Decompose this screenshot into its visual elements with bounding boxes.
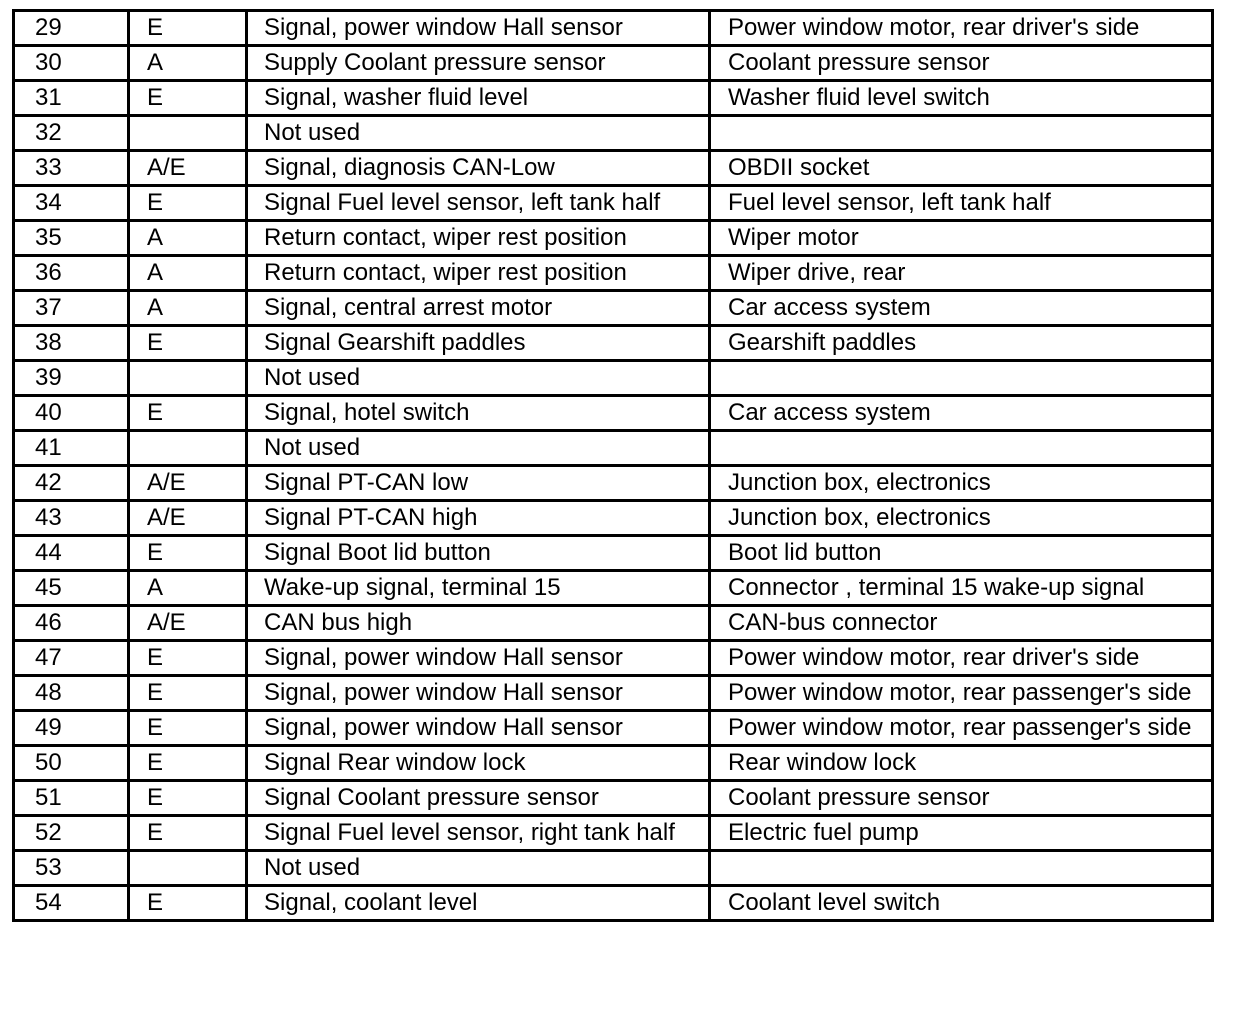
pin-table-body [14, 11, 1213, 921]
description-cell: Signal Rear window lock [247, 746, 710, 781]
table-row [14, 186, 1213, 221]
component-cell: Power window motor, rear driver's side [710, 641, 1213, 676]
component-cell: CAN-bus connector [710, 606, 1213, 641]
pin-number-cell: 42 [14, 466, 129, 501]
signal-type-cell: E [129, 396, 247, 431]
description-cell: Return contact, wiper rest position [247, 256, 710, 291]
pin-number-cell: 48 [14, 676, 129, 711]
description-cell: Return contact, wiper rest position [247, 221, 710, 256]
component-cell: Washer fluid level switch [710, 81, 1213, 116]
signal-type-cell: A [129, 221, 247, 256]
signal-type-cell: E [129, 746, 247, 781]
signal-type-cell [129, 116, 247, 151]
table-row [14, 116, 1213, 151]
description-cell: Signal, diagnosis CAN-Low [247, 151, 710, 186]
table-row [14, 151, 1213, 186]
pin-number-cell: 31 [14, 81, 129, 116]
table-row [14, 11, 1213, 46]
pin-number-cell: 37 [14, 291, 129, 326]
description-cell: Signal, washer fluid level [247, 81, 710, 116]
pin-number-cell: 53 [14, 851, 129, 886]
pin-number-cell: 51 [14, 781, 129, 816]
component-cell: Car access system [710, 291, 1213, 326]
description-cell: Signal, power window Hall sensor [247, 641, 710, 676]
pin-number-cell: 38 [14, 326, 129, 361]
table-row [14, 851, 1213, 886]
component-cell: OBDII socket [710, 151, 1213, 186]
signal-type-cell [129, 361, 247, 396]
signal-type-cell: E [129, 536, 247, 571]
pin-number-cell: 35 [14, 221, 129, 256]
table-row [14, 361, 1213, 396]
table-row [14, 501, 1213, 536]
pin-number-cell: 46 [14, 606, 129, 641]
description-cell: Wake-up signal, terminal 15 [247, 571, 710, 606]
description-cell: Signal, power window Hall sensor [247, 676, 710, 711]
signal-type-cell: A [129, 256, 247, 291]
signal-type-cell: A [129, 291, 247, 326]
description-cell: Signal Gearshift paddles [247, 326, 710, 361]
component-cell: Coolant pressure sensor [710, 781, 1213, 816]
pin-number-cell: 54 [14, 886, 129, 921]
component-cell: Connector , terminal 15 wake-up signal [710, 571, 1213, 606]
pin-number-cell: 50 [14, 746, 129, 781]
pin-number-cell: 40 [14, 396, 129, 431]
signal-type-cell: A/E [129, 151, 247, 186]
component-cell: Power window motor, rear driver's side [710, 11, 1213, 46]
description-cell: Signal, central arrest motor [247, 291, 710, 326]
signal-type-cell: E [129, 781, 247, 816]
component-cell: Power window motor, rear passenger's side [710, 676, 1213, 711]
signal-type-cell: E [129, 676, 247, 711]
table-row [14, 81, 1213, 116]
table-row [14, 641, 1213, 676]
component-cell: Electric fuel pump [710, 816, 1213, 851]
description-cell: Not used [247, 361, 710, 396]
signal-type-cell: A/E [129, 466, 247, 501]
component-cell [710, 431, 1213, 466]
table-row [14, 46, 1213, 81]
description-cell: Signal Fuel level sensor, left tank half [247, 186, 710, 221]
table-row [14, 711, 1213, 746]
table-row [14, 606, 1213, 641]
table-row [14, 571, 1213, 606]
component-cell [710, 361, 1213, 396]
signal-type-cell: A/E [129, 501, 247, 536]
table-row [14, 676, 1213, 711]
description-cell: Signal, hotel switch [247, 396, 710, 431]
description-cell: Signal, coolant level [247, 886, 710, 921]
component-cell: Gearshift paddles [710, 326, 1213, 361]
component-cell: Junction box, electronics [710, 501, 1213, 536]
description-cell: Supply Coolant pressure sensor [247, 46, 710, 81]
pin-number-cell: 29 [14, 11, 129, 46]
component-cell: Coolant level switch [710, 886, 1213, 921]
pin-number-cell: 36 [14, 256, 129, 291]
description-cell: Signal Fuel level sensor, right tank half [247, 816, 710, 851]
pin-number-cell: 41 [14, 431, 129, 466]
component-cell: Junction box, electronics [710, 466, 1213, 501]
signal-type-cell: E [129, 11, 247, 46]
table-row [14, 221, 1213, 256]
description-cell: Signal Boot lid button [247, 536, 710, 571]
signal-type-cell: E [129, 711, 247, 746]
signal-type-cell: E [129, 886, 247, 921]
table-row [14, 886, 1213, 921]
signal-type-cell: E [129, 186, 247, 221]
pin-number-cell: 45 [14, 571, 129, 606]
table-row [14, 256, 1213, 291]
table-row [14, 396, 1213, 431]
table-row [14, 326, 1213, 361]
pin-number-cell: 43 [14, 501, 129, 536]
signal-type-cell: E [129, 641, 247, 676]
component-cell: Power window motor, rear passenger's side [710, 711, 1213, 746]
description-cell: Signal, power window Hall sensor [247, 11, 710, 46]
table-row [14, 466, 1213, 501]
pin-number-cell: 34 [14, 186, 129, 221]
signal-type-cell: A [129, 46, 247, 81]
pin-number-cell: 32 [14, 116, 129, 151]
pin-number-cell: 39 [14, 361, 129, 396]
component-cell: Rear window lock [710, 746, 1213, 781]
table-row [14, 536, 1213, 571]
component-cell [710, 851, 1213, 886]
pin-number-cell: 52 [14, 816, 129, 851]
component-cell: Wiper drive, rear [710, 256, 1213, 291]
table-row [14, 291, 1213, 326]
description-cell: Signal, power window Hall sensor [247, 711, 710, 746]
component-cell: Coolant pressure sensor [710, 46, 1213, 81]
description-cell: CAN bus high [247, 606, 710, 641]
table-row [14, 816, 1213, 851]
description-cell: Not used [247, 431, 710, 466]
signal-type-cell: A [129, 571, 247, 606]
table-row [14, 746, 1213, 781]
component-cell [710, 116, 1213, 151]
signal-type-cell: E [129, 81, 247, 116]
component-cell: Car access system [710, 396, 1213, 431]
pin-number-cell: 47 [14, 641, 129, 676]
pin-number-cell: 33 [14, 151, 129, 186]
component-cell: Boot lid button [710, 536, 1213, 571]
description-cell: Not used [247, 116, 710, 151]
component-cell: Fuel level sensor, left tank half [710, 186, 1213, 221]
component-cell: Wiper motor [710, 221, 1213, 256]
pin-number-cell: 44 [14, 536, 129, 571]
description-cell: Signal PT-CAN high [247, 501, 710, 536]
description-cell: Not used [247, 851, 710, 886]
signal-type-cell [129, 851, 247, 886]
pin-assignment-table [12, 9, 1214, 922]
signal-type-cell [129, 431, 247, 466]
signal-type-cell: E [129, 816, 247, 851]
signal-type-cell: E [129, 326, 247, 361]
pin-number-cell: 30 [14, 46, 129, 81]
pin-number-cell: 49 [14, 711, 129, 746]
signal-type-cell: A/E [129, 606, 247, 641]
table-row [14, 781, 1213, 816]
table-row [14, 431, 1213, 466]
description-cell: Signal Coolant pressure sensor [247, 781, 710, 816]
description-cell: Signal PT-CAN low [247, 466, 710, 501]
